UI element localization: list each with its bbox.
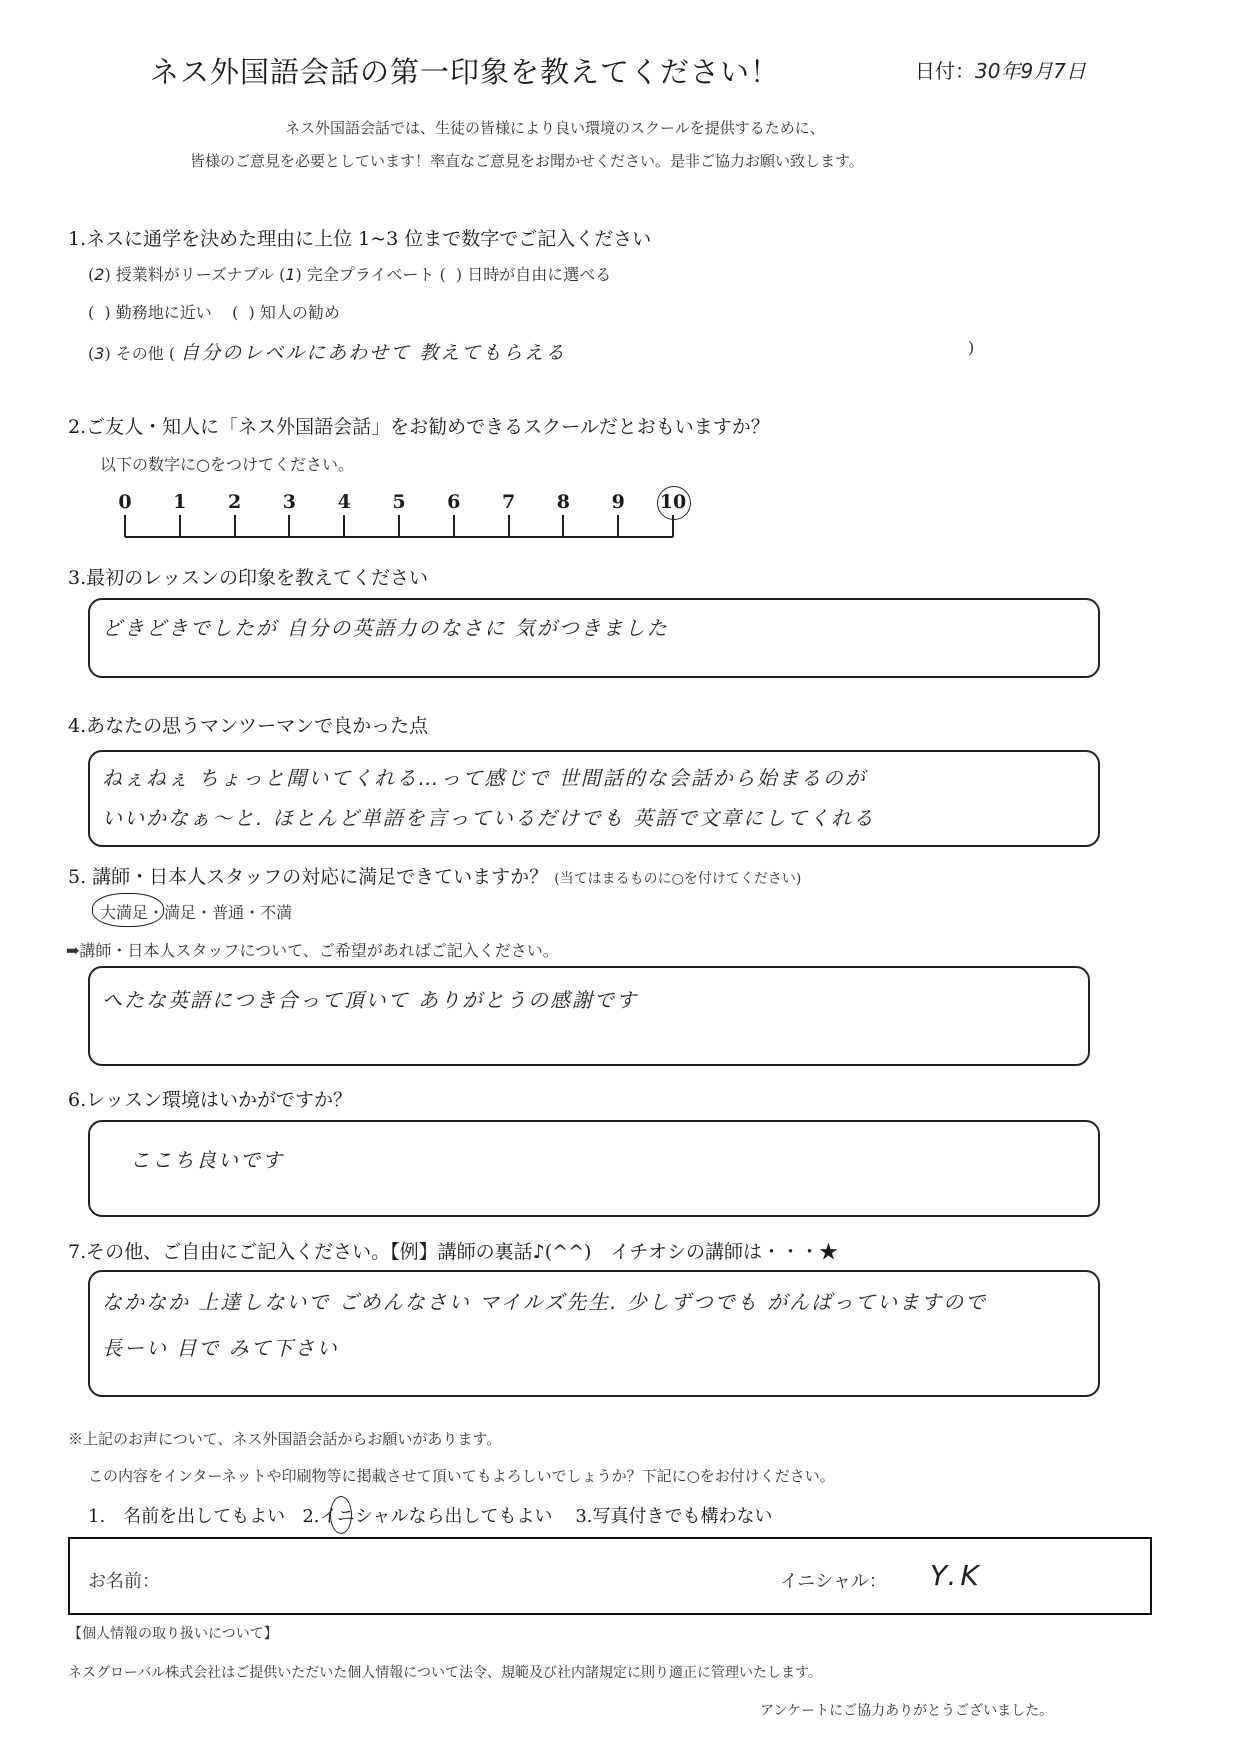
scale-tick (617, 515, 619, 537)
q6-answer-box[interactable] (88, 1120, 1100, 1217)
scale-number[interactable]: 5 (392, 491, 406, 513)
name-label: お名前： (88, 1571, 160, 1592)
scale-number[interactable]: 1 (173, 491, 187, 513)
q5-note: (当てはまるものに○を付けてください) (554, 871, 802, 887)
initial-label: イニシャル： (780, 1571, 887, 1592)
scale-number[interactable]: 9 (611, 491, 625, 513)
scale-baseline (125, 536, 673, 538)
q6-question: 6.レッスン環境はいかがですか？ (68, 1089, 352, 1111)
consent-selection-circle (330, 1496, 352, 1534)
q5-option[interactable]: 満足 (164, 903, 197, 922)
consent-notice: ※上記のお声について、ネス外国語会話からお願いがあります。 (68, 1430, 502, 1448)
scale-number[interactable]: 0 (118, 491, 132, 513)
arrow-right-icon: ➡ (66, 941, 80, 960)
q7-answer-line-2: 長ーい 目で みて下さい (102, 1336, 339, 1360)
q5-selection-circle (92, 893, 164, 927)
initial-field[interactable]: Y.K (930, 1559, 983, 1592)
consent-option[interactable]: 1. 名前を出してもよい (88, 1506, 286, 1527)
scale-number[interactable]: 4 (337, 491, 351, 513)
scale-tick (124, 515, 126, 537)
scale-number[interactable]: 2 (227, 491, 242, 513)
consent-options (88, 1502, 773, 1528)
q7-answer-box[interactable] (88, 1270, 1100, 1397)
q1-question: 1.ネスに通学を決めた理由に上位 1~3 位まで数字でご記入ください (68, 228, 652, 250)
q5-answer: へたな英語につき合って頂いて ありがとうの感謝です (102, 988, 638, 1012)
q5-option[interactable]: 普通 (212, 903, 245, 922)
thanks-text: アンケートにご協力ありがとうございました。 (760, 1703, 1054, 1719)
name-box (68, 1537, 1152, 1615)
q1-other-text[interactable]: 自分のレベルにあわせて 教えてもらえる (180, 342, 567, 364)
scale-number[interactable]: 3 (282, 491, 296, 513)
scale-selection-circle (657, 486, 691, 520)
q7-answer-line-1: なかなか 上達しないで ごめんなさい マイルズ先生. 少しずつでも がんばっていますので (102, 1290, 988, 1314)
q5-question: 5. 講師・日本人スタッフの対応に満足できていますか？ (当てはまるものに○を付けてください) (68, 866, 802, 888)
q6-answer: ここち良いです (130, 1148, 284, 1172)
scale-number[interactable]: 10 (659, 491, 687, 513)
q4-question: 4.あなたの思うマンツーマンで良かった点 (68, 715, 429, 737)
date-label: 日付： (915, 59, 975, 83)
consent-option-selected[interactable]: 2.イニシャルなら出してもよい (302, 1506, 553, 1527)
scale-tick (179, 515, 181, 537)
q4-answer-line-2: いいかなぁ～と. ほとんど単語を言っているだけでも 英語で文章にしてくれる (102, 806, 876, 830)
scale-tick (562, 515, 564, 537)
q2-question: 2.ご友人・知人に「ネス外国語会話」をお勧めできるスクールだとおもいますか？ (68, 416, 770, 438)
consent-option[interactable]: 3.写真付きでも構わない (575, 1506, 773, 1527)
q4-answer-box[interactable] (88, 750, 1100, 847)
scale-number[interactable]: 8 (556, 491, 570, 513)
scale-tick (453, 515, 455, 537)
q5-option[interactable]: 不満 (260, 903, 293, 922)
scale-tick (288, 515, 290, 537)
q4-answer-line-1: ねぇねぇ ちょっと聞いてくれる…って感じで 世間話的な会話から始まるのが (102, 766, 867, 790)
q1-option[interactable]: ( ) 知人の勧め (232, 303, 340, 322)
q2-instruction: 以下の数字に○をつけてください。 (100, 455, 354, 474)
q5-option-selected[interactable]: 大満足 (100, 903, 149, 922)
q5-options: 大満足・満足・普通・不満 (100, 903, 293, 922)
scale-number[interactable]: 7 (501, 491, 516, 513)
privacy-title: 【個人情報の取り扱いについて】 (68, 1626, 278, 1642)
q1-option[interactable]: ( ) 勤務地に近い (88, 303, 212, 322)
intro-line-2: 皆様のご意見を必要としています！率直なご意見をお聞かせください。是非ご協力お願い致します。 (190, 152, 864, 170)
date-value: 30年9月7日 (975, 59, 1086, 83)
scale-tick (234, 515, 236, 537)
scale-tick (508, 515, 510, 537)
consent-question: この内容をインターネットや印刷物等に掲載させて頂いてもよろしいでしょうか？下記に○をお付けください。 (88, 1467, 835, 1485)
q1-option[interactable]: ( ) 日時が自由に選べる (439, 265, 612, 284)
q1-option[interactable]: (3) その他 (88, 344, 164, 363)
scale-tick (343, 515, 345, 537)
q1-option[interactable]: (1) 完全プライベート (279, 265, 435, 284)
scale-tick (398, 515, 400, 537)
page-title: ネス外国語会話の第一印象を教えてください！ (150, 55, 781, 89)
q3-question: 3.最初のレッスンの印象を教えてください (68, 567, 428, 589)
q3-answer-box[interactable] (88, 598, 1100, 678)
q1-other-close-paren: ) (968, 338, 975, 357)
date-field (915, 55, 1086, 84)
q1-row-3: (3) その他 ( 自分のレベルにあわせて 教えてもらえる (88, 342, 567, 364)
q5-answer-box[interactable] (88, 966, 1090, 1066)
q1-option[interactable]: (2) 授業料がリーズナブル (88, 265, 275, 284)
q7-question: 7.その他、ご自由にご記入ください。【例】講師の裏話♪(^^) イチオシの講師は・・・★ (68, 1241, 839, 1263)
privacy-text: ネスグローバル株式会社はご提供いただいた個人情報について法令、規範及び社内諸規定に則り適正に管理いたします。 (68, 1665, 822, 1681)
intro-line-1: ネス外国語会話では、生徒の皆様により良い環境のスクールを提供するために、 (285, 119, 825, 137)
q1-row-2 (88, 300, 340, 323)
q1-row-1 (88, 262, 611, 285)
q5-request-prompt: ➡講師・日本人スタッフについて、ご希望があればご記入ください。 (66, 941, 559, 960)
scale-number[interactable]: 6 (447, 491, 461, 513)
q3-answer: どきどきでしたが 自分の英語力のなさに 気がつきました (102, 616, 669, 640)
